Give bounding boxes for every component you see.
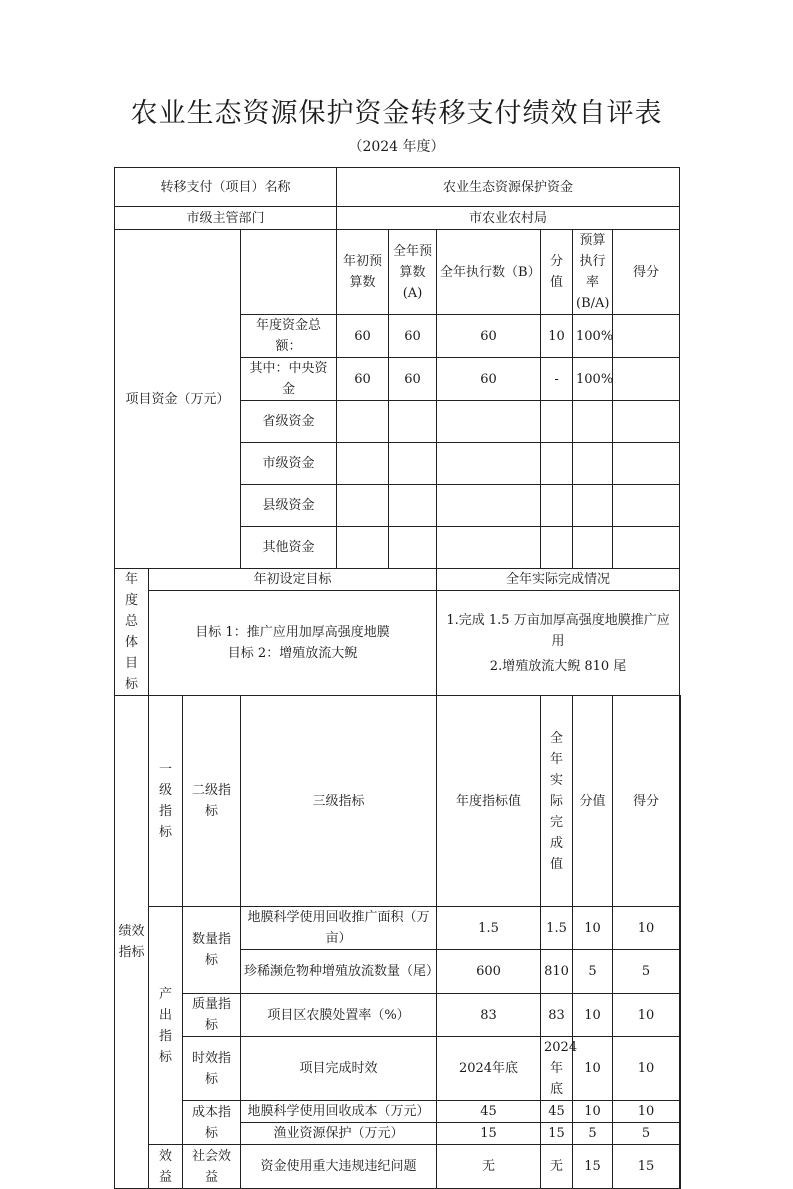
- funds-row-weight: 10: [541, 315, 573, 358]
- funds-row-executed: [437, 485, 541, 527]
- indicator-actual: 2024年底: [541, 1037, 573, 1101]
- indicator-score: 15: [613, 1145, 680, 1189]
- funds-row-initial: 60: [337, 358, 389, 401]
- indicator-target: 45: [437, 1101, 541, 1123]
- indicator-score: 5: [613, 1123, 680, 1145]
- goal-line: 目标 2：增殖放流大鲵: [227, 646, 358, 662]
- indicator-weight: 15: [573, 1145, 613, 1189]
- funds-row-annual: 60: [389, 315, 437, 358]
- funds-row-initial: [337, 401, 389, 443]
- funds-row-label: 其中：中央资金: [241, 358, 337, 401]
- indicator-reason: [680, 1145, 681, 1189]
- project-name-value: 农业生态资源保护资金: [337, 168, 680, 207]
- funds-row-weight: [541, 443, 573, 485]
- funds-row-annual: [389, 527, 437, 569]
- page-subtitle: （2024 年度）: [348, 139, 445, 155]
- indicator-name: 项目区农膜处置率（%）: [241, 994, 437, 1037]
- indicator-row: [115, 994, 681, 1037]
- funds-row-label: 县级资金: [241, 485, 337, 527]
- indicator-score: 10: [613, 1101, 680, 1123]
- indicator-actual: 83: [541, 994, 573, 1037]
- funds-row-executed: [437, 401, 541, 443]
- funds-section-label: 项目资金（万元）: [115, 230, 241, 569]
- indicator-weight: 10: [573, 907, 613, 950]
- indicator-target: 600: [437, 950, 541, 994]
- indicator-target: 1.5: [437, 907, 541, 950]
- funds-row-weight: [541, 485, 573, 527]
- funds-row-weight: -: [541, 358, 573, 401]
- indicator-reason: [680, 1101, 681, 1123]
- funds-row-executed: [437, 527, 541, 569]
- funds-row-label: 市级资金: [241, 443, 337, 485]
- funds-row-rate: [573, 527, 613, 569]
- funds-row-label: 年度资金总额：: [241, 315, 337, 358]
- page-title: 农业生态资源保护资金转移支付绩效自评表: [130, 98, 663, 129]
- funds-row-executed: [437, 443, 541, 485]
- indicator-row: [115, 907, 681, 950]
- funds-row-weight: [541, 401, 573, 443]
- funds-row-score: [613, 443, 680, 485]
- group-timeliness-label: 时效指标: [183, 1037, 241, 1101]
- indicator-row: [115, 1145, 681, 1189]
- funds-row-initial: [337, 527, 389, 569]
- funds-row-score: [613, 315, 680, 358]
- output-indicator-label: 产出指标: [149, 907, 183, 1145]
- funds-row-score: [613, 358, 680, 401]
- header-weight: 分值: [573, 696, 613, 907]
- funds-row-annual: 60: [389, 358, 437, 401]
- goals-actual-header: 全年实际完成情况: [437, 569, 680, 591]
- funds-row-score: [613, 527, 680, 569]
- funds-row-rate: [573, 443, 613, 485]
- goals-set-content: [149, 591, 437, 696]
- department-value: 市农业农村局: [337, 207, 680, 230]
- indicator-reason: [680, 907, 681, 950]
- funds-row-label: 省级资金: [241, 401, 337, 443]
- funds-header-blank: [241, 230, 337, 315]
- indicator-weight: 10: [573, 1101, 613, 1123]
- header-level1: 一级指标: [149, 696, 183, 907]
- funds-row-rate: 100%: [573, 315, 613, 358]
- funds-row-executed: 60: [437, 358, 541, 401]
- funds-row-executed: 60: [437, 315, 541, 358]
- department-label: 市级主管部门: [115, 207, 337, 230]
- funds-row-rate: [573, 485, 613, 527]
- header-target: 年度指标值: [437, 696, 541, 907]
- indicator-score: 10: [613, 907, 680, 950]
- funds-row-score: [613, 401, 680, 443]
- indicators-section-label: 绩效指标: [115, 696, 149, 1189]
- funds-row-initial: 60: [337, 315, 389, 358]
- goals-section-label: 年度总体目标: [115, 569, 149, 696]
- funds-row-annual: [389, 401, 437, 443]
- indicator-weight: 10: [573, 1037, 613, 1101]
- group-social-label: 社会效益: [183, 1145, 241, 1189]
- funds-row-weight: [541, 527, 573, 569]
- indicator-target: 2024年底: [437, 1037, 541, 1101]
- indicator-actual: 810: [541, 950, 573, 994]
- funds-row-initial: [337, 443, 389, 485]
- evaluation-table: [114, 167, 681, 1189]
- indicator-reason: [680, 950, 681, 994]
- indicator-weight: 10: [573, 994, 613, 1037]
- indicator-reason: [680, 994, 681, 1037]
- header-level2: 二级指标: [183, 696, 241, 907]
- benefit-indicator-label: 效益: [149, 1145, 183, 1189]
- indicator-score: 10: [613, 1037, 680, 1101]
- indicator-score: 10: [613, 994, 680, 1037]
- funds-header-initial: 年初预算数: [337, 230, 389, 315]
- indicator-target: 15: [437, 1123, 541, 1145]
- header-reason: [680, 696, 681, 907]
- goal-line: 1.完成 1.5 万亩加厚高强度地膜推广应用: [446, 612, 670, 649]
- goal-line: 目标 1：推广应用加厚高强度地膜: [195, 625, 390, 641]
- funds-row-label: 其他资金: [241, 527, 337, 569]
- header-level3: 三级指标: [241, 696, 437, 907]
- goals-set-header: 年初设定目标: [149, 569, 437, 591]
- indicator-score: 5: [613, 950, 680, 994]
- indicator-reason: [680, 1037, 681, 1101]
- indicator-actual: 无: [541, 1145, 573, 1189]
- indicator-reason: [680, 1123, 681, 1145]
- group-quantity-label: 数量指标: [183, 907, 241, 994]
- funds-header-rate: 预算执行率(B/A): [573, 230, 613, 315]
- indicator-target: 无: [437, 1145, 541, 1189]
- project-name-label: 转移支付（项目）名称: [115, 168, 337, 207]
- funds-row-rate: 100%: [573, 358, 613, 401]
- funds-header-executed: 全年执行数（B）: [437, 230, 541, 315]
- funds-row-initial: [337, 485, 389, 527]
- indicator-name: 渔业资源保护（万元）: [241, 1123, 437, 1145]
- goal-line: 2.增殖放流大鲵 810 尾: [489, 658, 627, 674]
- funds-row-score: [613, 485, 680, 527]
- header-actual: 全年实际完成值: [541, 696, 573, 907]
- indicator-weight: 5: [573, 950, 613, 994]
- group-quality-label: 质量指标: [183, 994, 241, 1037]
- funds-row-rate: [573, 401, 613, 443]
- funds-row-annual: [389, 485, 437, 527]
- funds-header-annual: 全年预算数(A): [389, 230, 437, 315]
- indicator-name: 资金使用重大违规违纪问题: [241, 1145, 437, 1189]
- indicator-weight: 5: [573, 1123, 613, 1145]
- indicator-row: [115, 1037, 681, 1101]
- indicator-name: 珍稀濒危物种增殖放流数量（尾）: [241, 950, 437, 994]
- indicator-name: 地膜科学使用回收成本（万元）: [241, 1101, 437, 1123]
- goals-actual-content: [437, 591, 680, 696]
- funds-row-annual: [389, 443, 437, 485]
- indicator-name: 项目完成时效: [241, 1037, 437, 1101]
- funds-header-weight: 分值: [541, 230, 573, 315]
- indicator-actual: 1.5: [541, 907, 573, 950]
- group-cost-label: 成本指标: [183, 1101, 241, 1145]
- indicator-actual: 15: [541, 1123, 573, 1145]
- indicator-actual: 45: [541, 1101, 573, 1123]
- indicator-target: 83: [437, 994, 541, 1037]
- indicator-row: [115, 1101, 681, 1123]
- indicator-name: 地膜科学使用回收推广面积（万亩）: [241, 907, 437, 950]
- funds-header-score: 得分: [613, 230, 680, 315]
- header-score: 得分: [613, 696, 680, 907]
